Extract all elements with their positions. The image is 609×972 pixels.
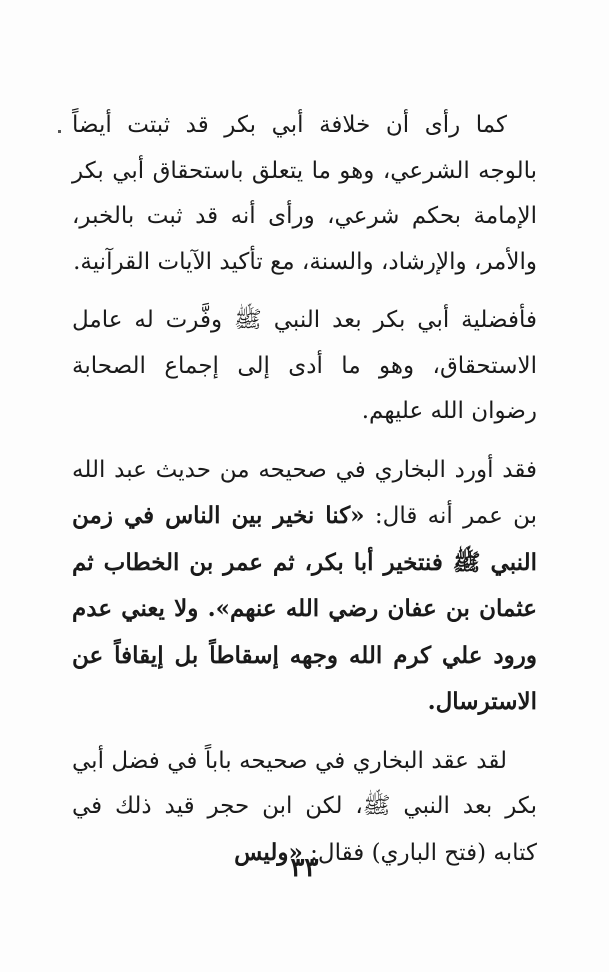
ink-speck bbox=[58, 130, 61, 133]
paragraph-4-text: لقد عقد البخاري في صحيحه باباً في فضل أبي بكر بعد النبي ﷺ، لكن ابن حجر قيد ذلك في كتابه (فتح الباري) فقال: bbox=[72, 747, 537, 866]
paragraph-4-quote: «وليس bbox=[234, 838, 303, 866]
paragraph-2-text: فأفضلية أبي بكر بعد النبي ﷺ وفَّرت له عامل الاستحقاق، وهو ما أدى إلى إجماع الصحابة رضوان الله عليهم. bbox=[72, 307, 537, 424]
body-text bbox=[72, 103, 537, 876]
page-number: ٣٣ bbox=[290, 853, 319, 883]
paragraph-hadith bbox=[72, 448, 537, 726]
paragraph-caliphate bbox=[72, 103, 537, 285]
paragraph-3-text: فقد أورد البخاري في صحيحه من حديث عبد الله بن عمر أنه قال: bbox=[72, 456, 538, 529]
paragraph-1-text: كما رأى أن خلافة أبي بكر قد ثبتت أيضاً بالوجه الشرعي، وهو ما يتعلق باستحقاق أبي بكر الإمامة بحكم شرعي، ورأى أنه قد ثبت بالخبر، والأمر، والإرشاد، والسنة، مع تأكيد الآيات القرآنية. bbox=[72, 112, 537, 275]
paragraph-preference bbox=[72, 298, 537, 435]
paragraph-3-quote: «كنا نخير بين الناس في زمن النبي ﷺ فنتخير أبا بكر، ثم عمر بن الخطاب ثم عثمان بن عفان رضي الله عنهم». ولا يعني عدم ورود علي كرم الله وجهه إسقاطاً بل إيقافاً عن الاسترسال. bbox=[72, 502, 537, 715]
